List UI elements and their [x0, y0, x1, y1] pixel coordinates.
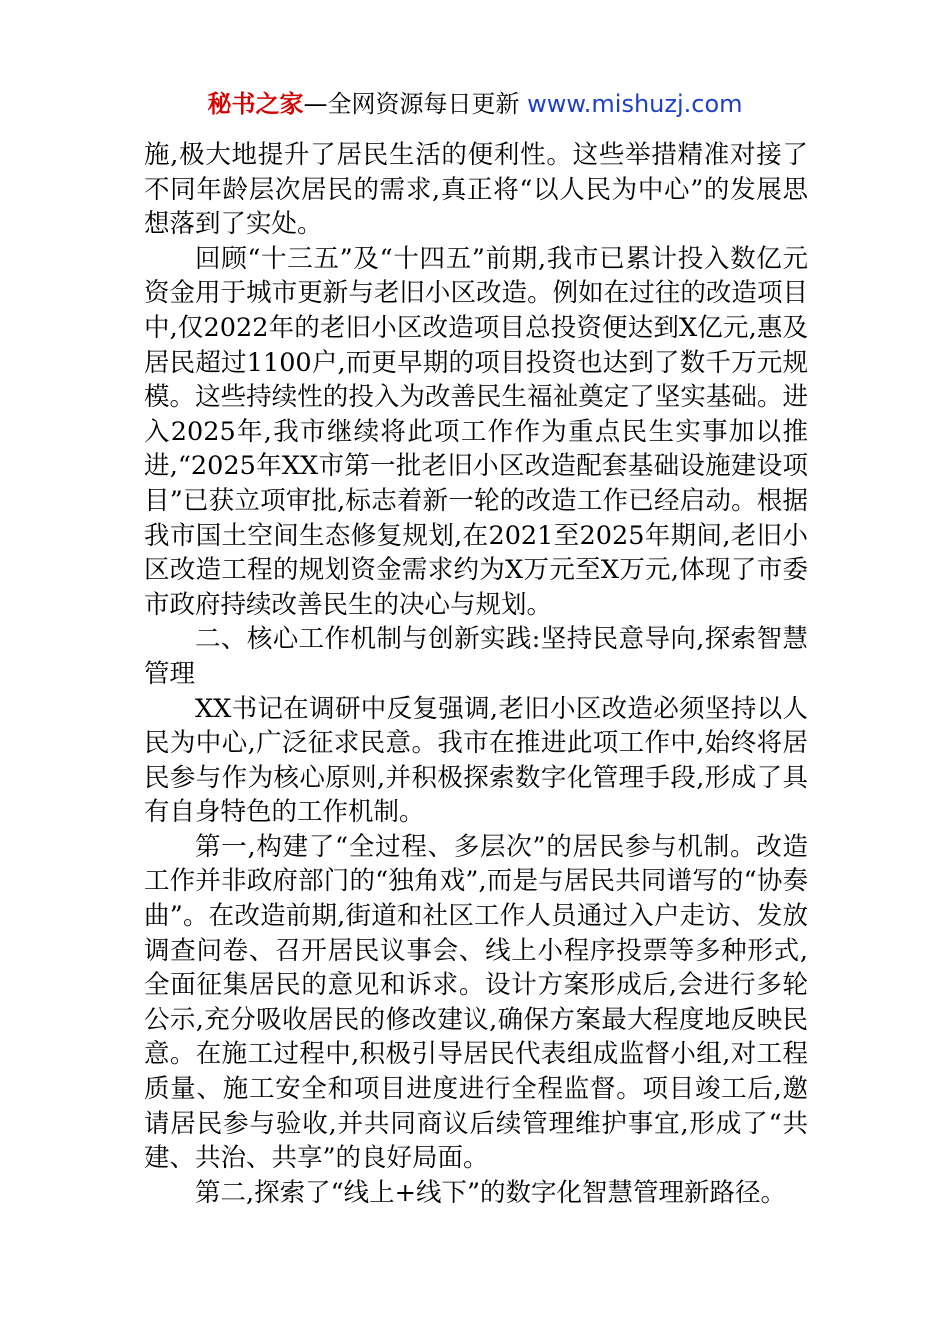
document-body [144, 138, 808, 1210]
header-site-link[interactable]: www.mishuzj.com [527, 90, 743, 118]
paragraph: 第二,探索了“线上+线下”的数字化智慧管理新路径。 [195, 1177, 787, 1208]
page-header [0, 88, 950, 120]
header-brand: 秘书之家 [207, 90, 304, 118]
paragraph: 回顾“十三五”及“十四五”前期,我市已累计投入数亿元资金用于城市更新与老旧小区改造。例如在过往的改造项目中,仅2022年的老旧小区改造项目总投资便达到X亿元,惠及居民超过1100户,而更早期的项目投资也达到了数千万元规模。这些持续性的投入为改善民生福祉奠定了坚实基础。进入2025年,我市继续将此项工作作为重点民生实事加以推进,“2025年XX市第一批老旧小区改造配套基础设施建设项目”已获立项审批,标志着新一轮的改造工作已经启动。根据我市国土空间生态修复规划,在2021至2025年期间,老旧小区改造工程的规划资金需求约为X万元至X万元,体现了市委市政府持续改善民生的决心与规划。 [144, 243, 808, 620]
paragraph: 施,极大地提升了居民生活的便利性。这些举措精准对接了不同年龄层次居民的需求,真正将“以人民为中心”的发展思想落到了实处。 [144, 140, 808, 240]
header-tagline: —全网资源每日更新 [303, 90, 528, 118]
paragraph: 第一,构建了“全过程、多层次”的居民参与机制。改造工作并非政府部门的“独角戏”,而是与居民共同谱写的“协奏曲”。在改造前期,街道和社区工作人员通过入户走访、发放调查问卷、召开居民议事会、线上小程序投票等多种形式,全面征集居民的意见和诉求。设计方案形成后,会进行多轮公示,充分吸收居民的修改建议,确保方案最大程度地反映民意。在施工过程中,积极引导居民代表组成监督小组,对工程质量、施工安全和项目进度进行全程监督。项目竣工后,邀请居民参与验收,并共同商议后续管理维护事宜,形成了“共建、共治、共享”的良好局面。 [144, 831, 808, 1174]
paragraph: XX书记在调研中反复强调,老旧小区改造必须坚持以人民为中心,广泛征求民意。我市在推进此项工作中,始终将居民参与作为核心原则,并积极探索数字化管理手段,形成了具有自身特色的工作机制。 [144, 693, 808, 828]
section-heading: 二、核心工作机制与创新实践:坚持民意导向,探索智慧管理 [144, 624, 808, 689]
